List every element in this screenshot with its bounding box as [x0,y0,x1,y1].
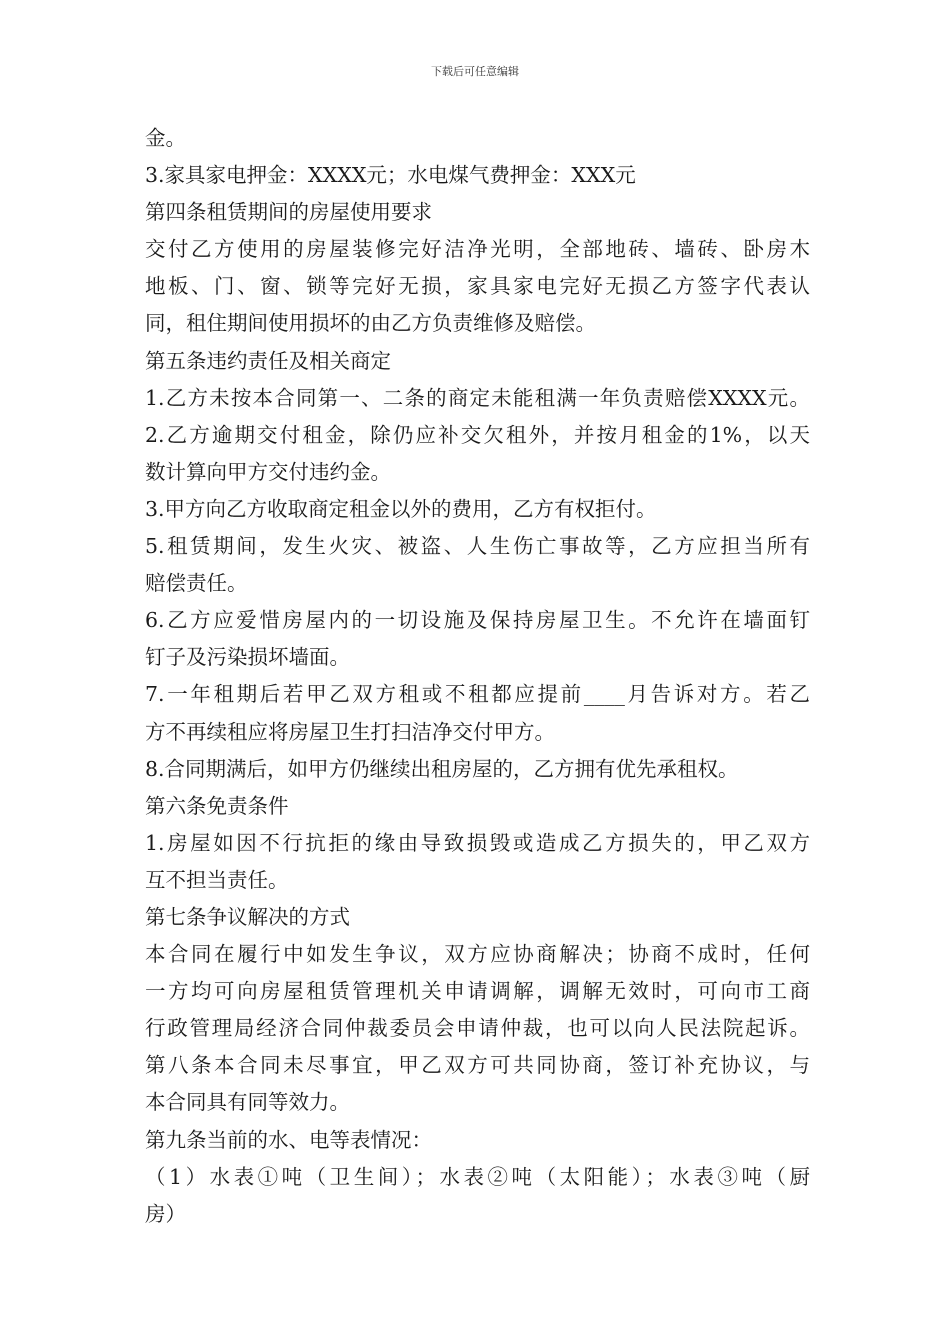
text-line: 方不再续租应将房屋卫生打扫洁净交付甲方。 [145,719,555,744]
text-line: 8.合同期满后，如甲方仍继续出租房屋的，乙方拥有优先承租权。 [145,756,739,781]
text-line: 互不担当责任。 [145,867,289,892]
text-line: 5.租赁期间，发生火灾、被盗、人生伤亡事故等，乙方应担当所有 [145,534,810,559]
page-header: 下载后可任意编辑 [431,65,519,78]
text-line: 交付乙方使用的房屋装修完好洁净光明，全部地砖、墙砖、卧房木 [145,237,810,262]
text-line: 房） [145,1201,186,1226]
section-heading: 第七条争议解决的方式 [145,904,350,929]
text-line: 6.乙方应爱惜房屋内的一切设施及保持房屋卫生。不允许在墙面钉 [145,608,810,633]
text-line: 一方均可向房屋租赁管理机关申请调解，调解无效时，可向市工商 [145,979,810,1004]
text-line: 数计算向甲方交付违约金。 [145,459,391,484]
text-line: 第八条本合同未尽事宜，甲乙双方可共同协商，签订补充协议，与 [145,1053,810,1078]
text-line: 赔偿责任。 [145,571,248,596]
text-line: 1.房屋如因不行抗拒的缘由导致损毁或造成乙方损失的，甲乙双方 [145,830,810,855]
section-heading: 第六条免责条件 [145,793,289,818]
text-line: 7.一年租期后若甲乙双方租或不租都应提前____月告诉对方。若乙 [145,682,810,707]
text-line: （1）水表①吨（卫生间）；水表②吨（太阳能）；水表③吨（厨 [145,1164,810,1189]
section-heading: 第五条违约责任及相关商定 [145,348,391,373]
section-heading: 第四条租赁期间的房屋使用要求 [145,200,432,225]
text-line: 本合同在履行中如发生争议，双方应协商解决；协商不成时，任何 [145,942,810,967]
text-line: 1.乙方未按本合同第一、二条的商定未能租满一年负责赔偿XXXX元。 [145,385,810,410]
text-line: 3.家具家电押金：XXXX元；水电煤气费押金：XXX元 [145,163,636,188]
document-body [145,120,810,1233]
text-line: 行政管理局经济合同仲裁委员会申请仲裁，也可以向人民法院起诉。 [145,1016,810,1041]
text-line: 同，租住期间使用损坏的由乙方负责维修及赔偿。 [145,311,596,336]
text-line: 地板、门、窗、锁等完好无损，家具家电完好无损乙方签字代表认 [145,274,810,299]
text-line: 金。 [145,126,186,150]
text-line: 2.乙方逾期交付租金，除仍应补交欠租外，并按月租金的1%，以天 [145,422,810,447]
section-heading: 第九条当前的水、电等表情况： [145,1127,432,1152]
text-line: 3.甲方向乙方收取商定租金以外的费用，乙方有权拒付。 [145,496,657,521]
text-line: 本合同具有同等效力。 [145,1090,350,1115]
text-line: 钉子及污染损坏墙面。 [145,645,350,670]
